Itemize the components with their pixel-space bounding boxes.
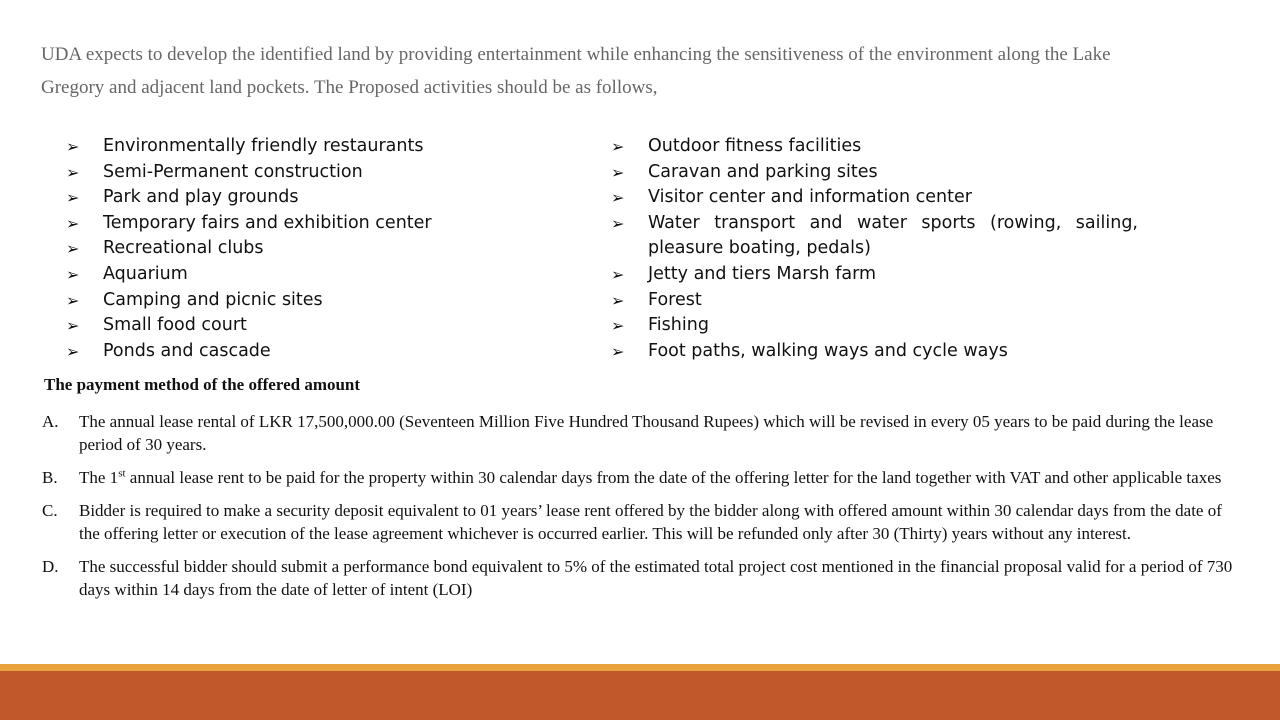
- term-text: The successful bidder should submit a performance bond equivalent to 5% of the estimated total project cost mentioned in the financial proposal valid for a period of 730 days within 14 days from the date of letter of intent (LOI): [79, 557, 1233, 599]
- activity-label: Ponds and cascade: [103, 340, 271, 361]
- arrow-bullet-icon: ➢: [66, 137, 80, 156]
- activity-label: Jetty and tiers Marsh farm: [648, 263, 877, 284]
- activity-label: Water transport and water sports (rowing, sailing, pleasure boating, pedals): [648, 212, 1138, 259]
- activity-item: [611, 134, 1141, 160]
- term-text-post: annual lease rent to be paid for the property within 30 calendar days from the date of the offering letter for the land together with VAT and other applicable taxes: [125, 468, 1222, 487]
- arrow-bullet-icon: ➢: [66, 213, 80, 233]
- arrow-bullet-icon: ➢: [66, 264, 80, 284]
- activity-item: [66, 160, 611, 186]
- arrow-bullet-icon: ➢: [611, 290, 625, 310]
- term-letter: C.: [42, 501, 58, 520]
- activity-item: [611, 313, 1141, 339]
- activities-right-column: [611, 134, 1141, 364]
- intro-paragraph: [41, 38, 1241, 104]
- activity-item: [66, 211, 611, 237]
- arrow-bullet-icon: ➢: [611, 213, 625, 233]
- payment-term-b: [42, 466, 1242, 489]
- arrow-bullet-icon: ➢: [611, 188, 625, 208]
- activity-label: Recreational clubs: [103, 238, 264, 259]
- payment-term-a: [42, 410, 1242, 456]
- intro-line-2: Gregory and adjacent land pockets. The Proposed activities should be as follows,: [41, 77, 658, 98]
- activity-item: [611, 339, 1141, 365]
- activity-item: [611, 288, 1141, 314]
- activity-item: [66, 185, 611, 211]
- activity-label: Visitor center and information center: [648, 187, 972, 208]
- arrow-bullet-icon: ➢: [66, 316, 80, 336]
- footer-bar: [0, 671, 1280, 720]
- arrow-bullet-icon: ➢: [611, 162, 625, 182]
- activity-label: Semi-Permanent construction: [103, 161, 363, 182]
- payment-terms-list: [42, 410, 1242, 611]
- activity-item: [66, 262, 611, 288]
- activity-label: Foot paths, walking ways and cycle ways: [648, 340, 1008, 361]
- term-letter: D.: [42, 557, 59, 576]
- activity-item: [611, 262, 1141, 288]
- intro-line-1: UDA expects to develop the identified land by providing entertainment while enhancing the sensitiveness of the environment along the Lake: [41, 44, 1111, 65]
- footer-accent-line: [0, 664, 1280, 671]
- activity-item: [66, 288, 611, 314]
- arrow-bullet-icon: ➢: [66, 162, 80, 182]
- arrow-bullet-icon: ➢: [611, 316, 625, 336]
- term-text-pre: The 1: [79, 468, 119, 487]
- arrow-bullet-icon: ➢: [66, 239, 80, 259]
- term-text: [79, 466, 1242, 489]
- activity-label: Outdoor fitness facilities: [648, 136, 862, 156]
- activity-item: [66, 313, 611, 339]
- activity-item: [611, 160, 1141, 186]
- arrow-bullet-icon: ➢: [611, 264, 625, 284]
- activity-item: [611, 211, 1141, 262]
- activity-label: Aquarium: [103, 263, 188, 284]
- term-text: The annual lease rental of LKR 17,500,000.00 (Seventeen Million Five Hundred Thousand Rupees) which will be revised in every 05 years to be paid during the lease period of 30 years.: [79, 412, 1214, 454]
- activity-label: Environmentally friendly restaurants: [103, 136, 424, 156]
- activity-item: [611, 185, 1141, 211]
- activity-label: Caravan and parking sites: [648, 161, 878, 182]
- payment-term-d: [42, 555, 1242, 601]
- arrow-bullet-icon: ➢: [66, 188, 80, 208]
- activity-item: [66, 134, 611, 160]
- ordinal-suffix: st: [118, 467, 126, 480]
- activity-label: Fishing: [648, 315, 709, 336]
- arrow-bullet-icon: ➢: [611, 341, 625, 361]
- activity-label: Temporary fairs and exhibition center: [103, 212, 432, 233]
- activities-left-column: [66, 134, 611, 364]
- arrow-bullet-icon: ➢: [611, 137, 625, 156]
- activity-label: Park and play grounds: [103, 187, 299, 208]
- arrow-bullet-icon: ➢: [66, 290, 80, 310]
- activities-list: [66, 134, 1146, 364]
- payment-term-c: [42, 499, 1242, 545]
- arrow-bullet-icon: ➢: [66, 341, 80, 361]
- payment-method-heading: The payment method of the offered amount: [44, 375, 361, 394]
- activity-item: [66, 236, 611, 262]
- term-text: Bidder is required to make a security deposit equivalent to 01 years’ lease rent offered by the bidder along with offered amount within 30 calendar days from the date of the offering letter or execution of the lease agreement whichever is occurred earlier. This will be refunded only after 30 (Thirty) years without any interest.: [79, 501, 1222, 543]
- term-letter: B.: [42, 468, 58, 487]
- activity-item: [66, 339, 611, 365]
- term-letter: A.: [42, 412, 59, 431]
- activity-label: Camping and picnic sites: [103, 289, 323, 310]
- activity-label: Small food court: [103, 315, 247, 336]
- activity-label: Forest: [648, 289, 702, 310]
